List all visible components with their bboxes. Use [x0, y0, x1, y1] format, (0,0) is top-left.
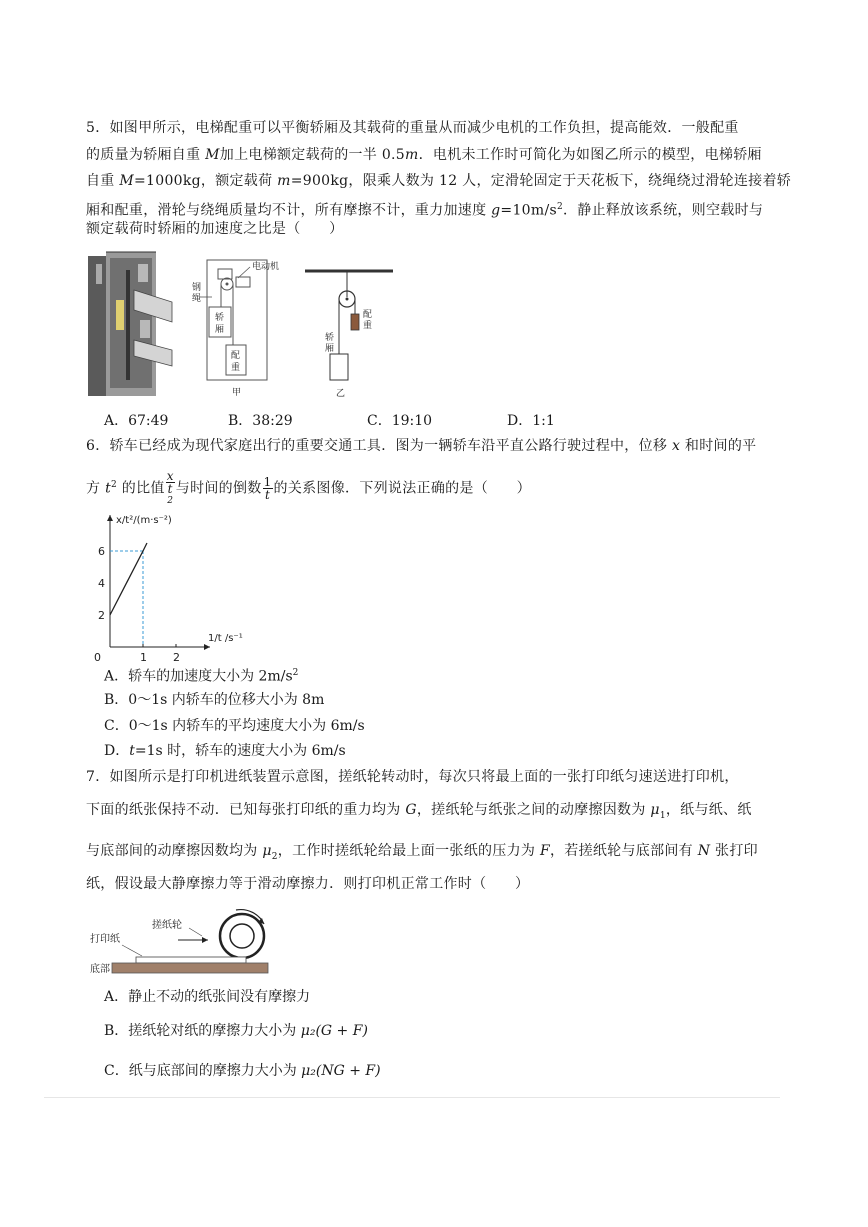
q5-option-a: A．67:49 [104, 413, 169, 429]
label-jia: 甲 [232, 388, 242, 398]
fraction-x-over-t2: x t 2 [166, 469, 174, 506]
q6-option-c: C．0～1s 内轿车的平均速度大小为 6m/s [104, 718, 365, 734]
q7-line-2: 下面的纸张保持不动．已知每张打印纸的重力均为 G，搓纸轮与纸张之间的动摩擦因数为 $\mu_1$，纸与纸、纸 [86, 802, 752, 821]
q5-line-2: 的质量为轿厢自重 M加上电梯额定载荷的一半 0.5m．电机未工作时可简化为如图乙所示的模型，电梯轿厢 [86, 147, 762, 163]
page-divider [44, 1097, 780, 1098]
q5-line-1: 5．如图甲所示，电梯配重可以平衡轿厢及其载荷的重量从而减少电机的工作负担，提高能效．一般配重 [86, 120, 739, 136]
x-tick-label-2: 2 [173, 651, 180, 663]
printer-feed-figure [86, 906, 276, 978]
label-wheel: 搓纸轮 [152, 920, 182, 931]
x-tick-label-1: 1 [140, 651, 147, 663]
label-cw-yi-2: 重 [363, 321, 373, 331]
label-car-yi-1: 轿 [325, 333, 335, 343]
figure-yi [303, 262, 398, 400]
xt2-vs-1t-chart [86, 505, 246, 663]
q6-line-1: 6．轿车已经成为现代家庭出行的重要交通工具．图为一辆轿车沿平直公路行驶过程中，位移 x 和时间的平 [86, 438, 757, 454]
q7-line-3: 与底部间的动摩擦因数均为 $\mu_2$，工作时搓纸轮给最上面一张纸的压力为 F，若搓纸轮与底部间有 N 张打印 [86, 843, 758, 862]
label-cw-yi-1: 配 [363, 310, 373, 320]
figure-jia [190, 255, 290, 400]
label-paper: 打印纸 [90, 934, 120, 945]
label-car-1: 轿 [215, 313, 225, 323]
q5-line-4: 厢和配重，滑轮与绕绳质量均不计，所有摩擦不计，重力加速度 $g=10m/s^2$．静止释放该系统，则空载时与 [86, 202, 764, 219]
y-tick-label-4: 4 [98, 577, 105, 590]
x-axis-label: 1/t /s⁻¹ [208, 633, 243, 644]
y-axis-arrow [107, 515, 113, 521]
q5-option-b: B．38:29 [228, 413, 293, 429]
label-cw-1: 配 [231, 351, 241, 361]
label-base: 底部 [90, 964, 110, 975]
fraction-1-over-t: $\frac{1}{t}$ [263, 475, 272, 502]
q7-line-4: 纸，假设最大静摩擦力等于滑动摩擦力．则打印机正常工作时（ ） [86, 876, 530, 892]
q6-option-b: B．0～1s 内轿车的位移大小为 8m [104, 692, 325, 708]
label-yi: 乙 [336, 389, 346, 399]
q6-line-2: 方 $t^2$ 的比值 x t 2 与时间的倒数 $\frac{1}{t}$ 的关系图像．下列说法正确的是（ ） [86, 469, 531, 506]
label-car-yi-2: 厢 [325, 344, 335, 354]
label-car-2: 厢 [215, 325, 225, 335]
series-line [110, 543, 147, 615]
elevator-photo [86, 250, 176, 400]
y-tick-label-6: 6 [98, 545, 105, 558]
label-rope-2: 绳 [192, 294, 202, 304]
y-axis-label: x/t²/(m·s⁻²) [116, 515, 172, 526]
q7-option-c: C．纸与底部间的摩擦力大小为 μ₂(NG + F) [104, 1063, 381, 1079]
q7-option-a: A．静止不动的纸张间没有摩擦力 [104, 989, 311, 1005]
q5-line-3: 自重 M=1000kg，额定载荷 m=900kg，限乘人数为 12 人，定滑轮固定于天花板下，绕绳绕过滑轮连接着轿 [86, 173, 792, 189]
label-motor: 电动机 [252, 262, 280, 272]
origin-label: 0 [94, 651, 101, 663]
q5-line-5: 额定载荷时轿厢的加速度之比是（ ） [86, 221, 344, 237]
q7-line-1: 7．如图所示是打印机进纸装置示意图，搓纸轮转动时，每次只将最上面的一张打印纸匀速送进打印机， [86, 769, 739, 785]
q5-option-c: C．19:10 [367, 413, 433, 429]
label-rope-1: 钢 [192, 283, 202, 293]
x-axis-arrow [204, 644, 210, 650]
q7-option-b: B．搓纸轮对纸的摩擦力大小为 μ₂(G + F) [104, 1023, 368, 1039]
y-tick-label-2: 2 [98, 609, 105, 622]
q6-option-d: D．t=1s 时，轿车的速度大小为 6m/s [104, 743, 346, 759]
q5-option-d: D．1:1 [507, 413, 555, 429]
q6-option-a: A．轿车的加速度大小为 $2m/s^2$ [104, 668, 299, 685]
label-cw-2: 重 [231, 363, 241, 373]
